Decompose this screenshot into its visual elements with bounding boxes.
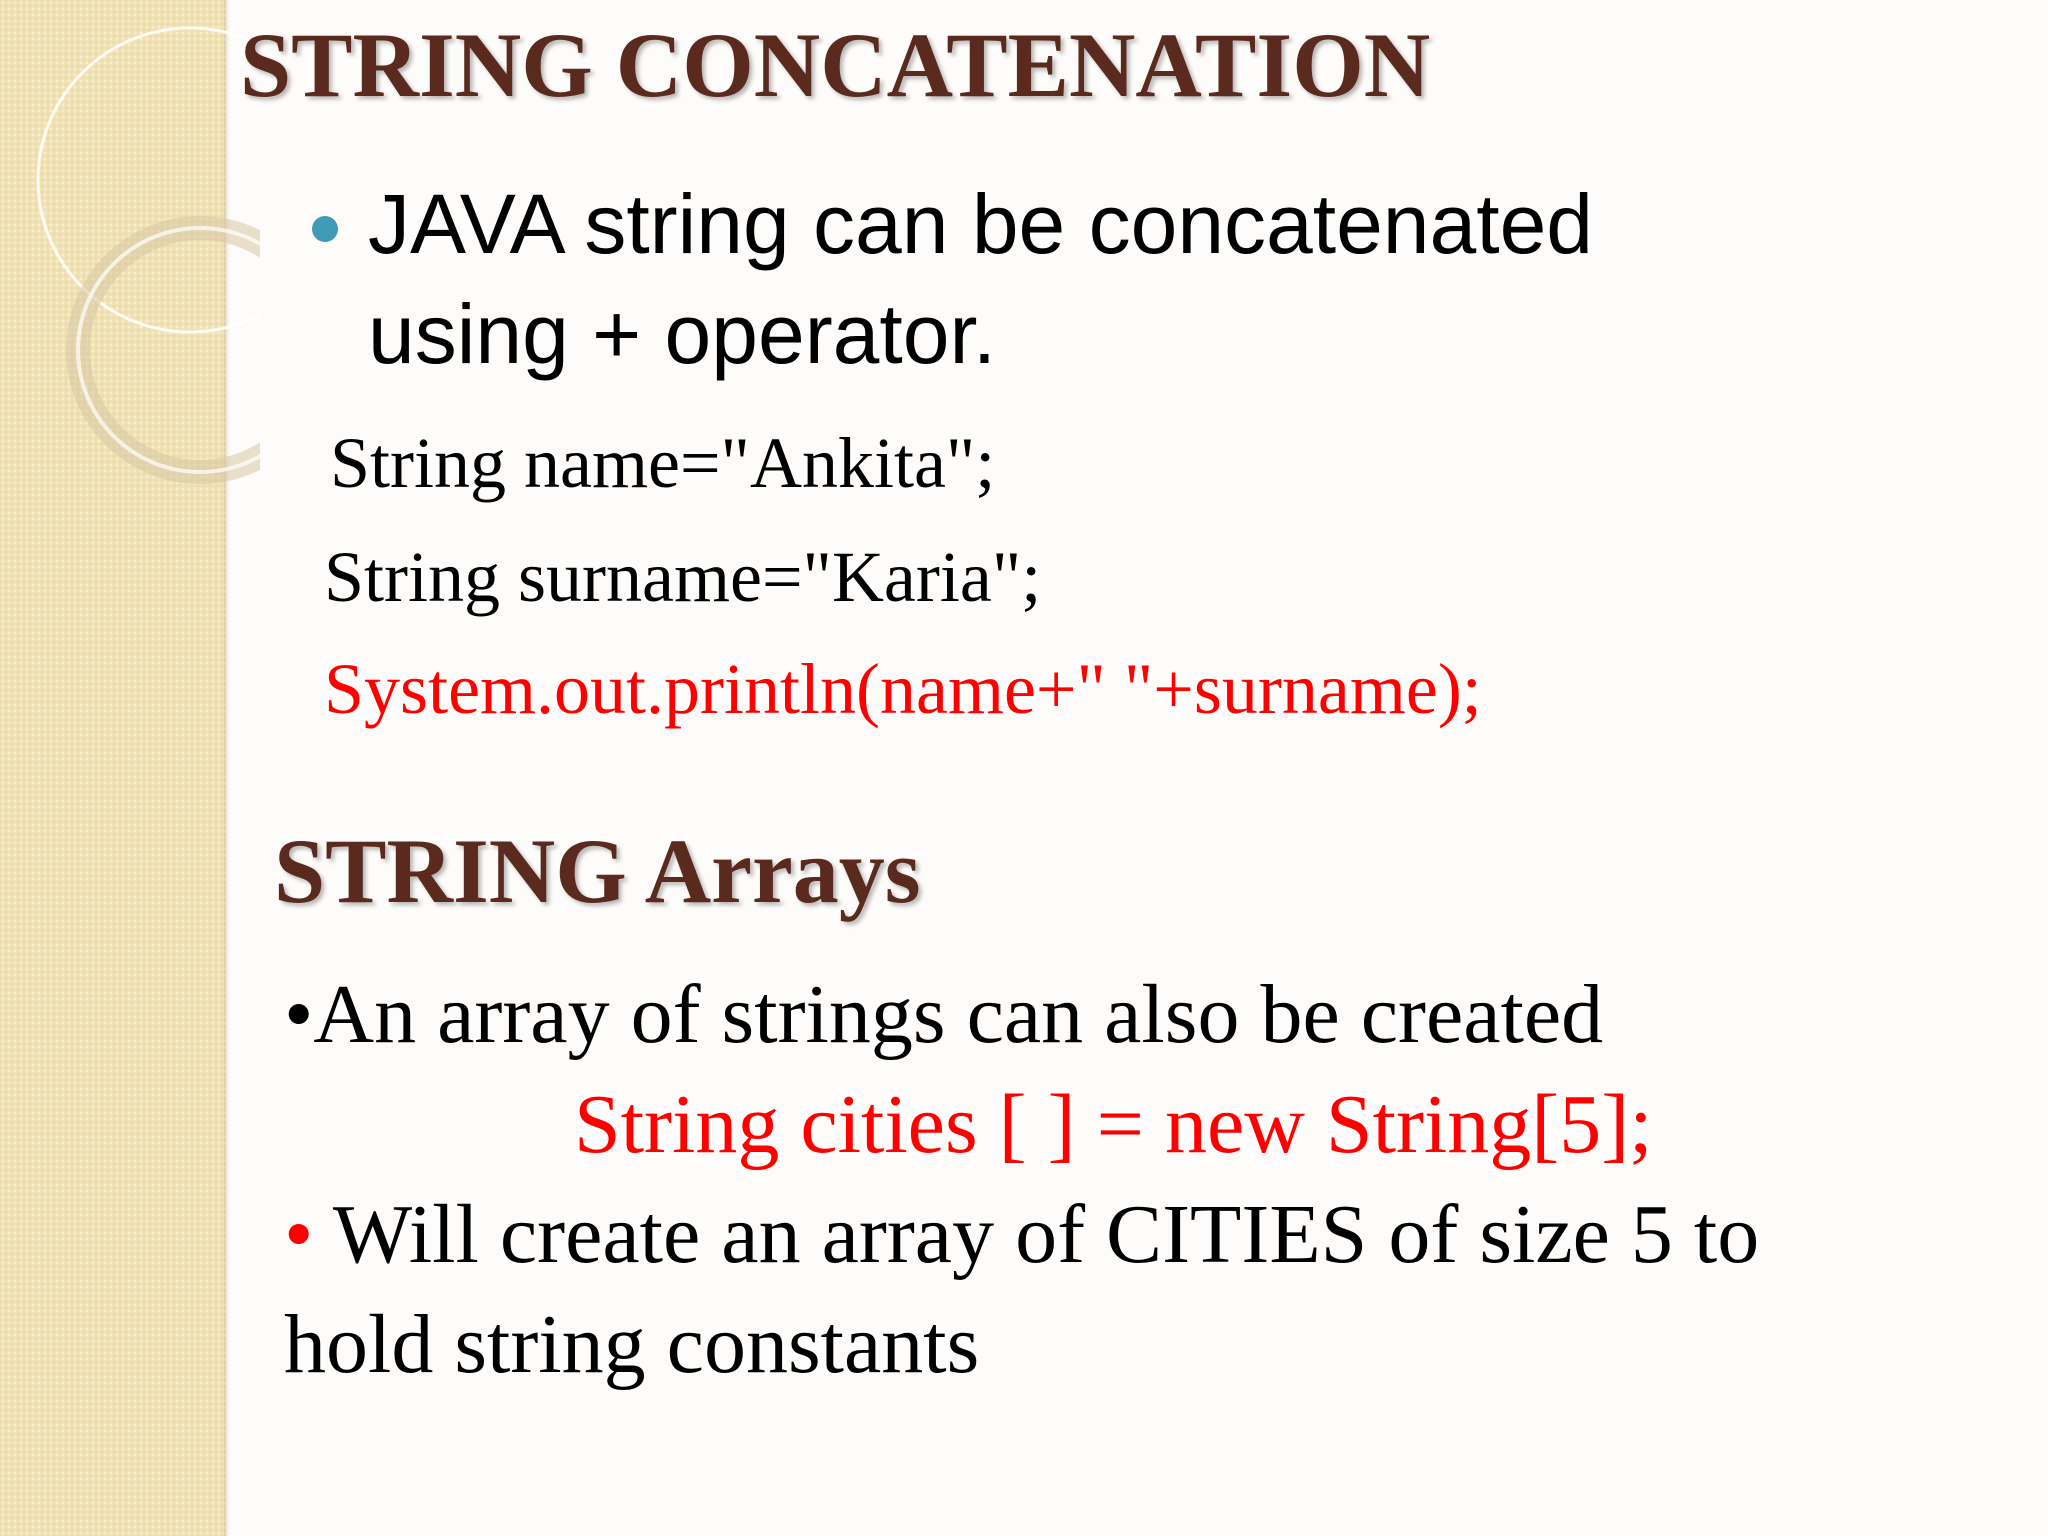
bullet-dot-icon (312, 216, 338, 242)
sidebar-texture (0, 0, 226, 1536)
array-explanation-text: Will create an array of CITIES of size 5 to (313, 1188, 1760, 1281)
sidebar-shadow (224, 0, 230, 1536)
section-subtitle: STRING Arrays (274, 820, 921, 922)
slide-title: STRING CONCATENATION (240, 14, 1431, 116)
bullet-text-line-2: using + operator. (368, 287, 997, 381)
code-line-surname: String surname="Karia"; (324, 537, 1042, 617)
code-line-println: System.out.println(name+" "+surname); (324, 649, 1482, 729)
code-line-name: String name="Ankita"; (330, 423, 996, 503)
array-explanation-line-2: hold string constants (284, 1298, 980, 1391)
array-description: •An array of strings can also be created (284, 968, 1604, 1061)
bullet-text-line-1: JAVA string can be concatenated (368, 177, 1594, 271)
red-bullet-mark: • (284, 1188, 314, 1281)
array-code: String cities [ ] = new String[5]; (574, 1078, 1653, 1171)
array-explanation-line-1 (284, 1186, 1759, 1283)
